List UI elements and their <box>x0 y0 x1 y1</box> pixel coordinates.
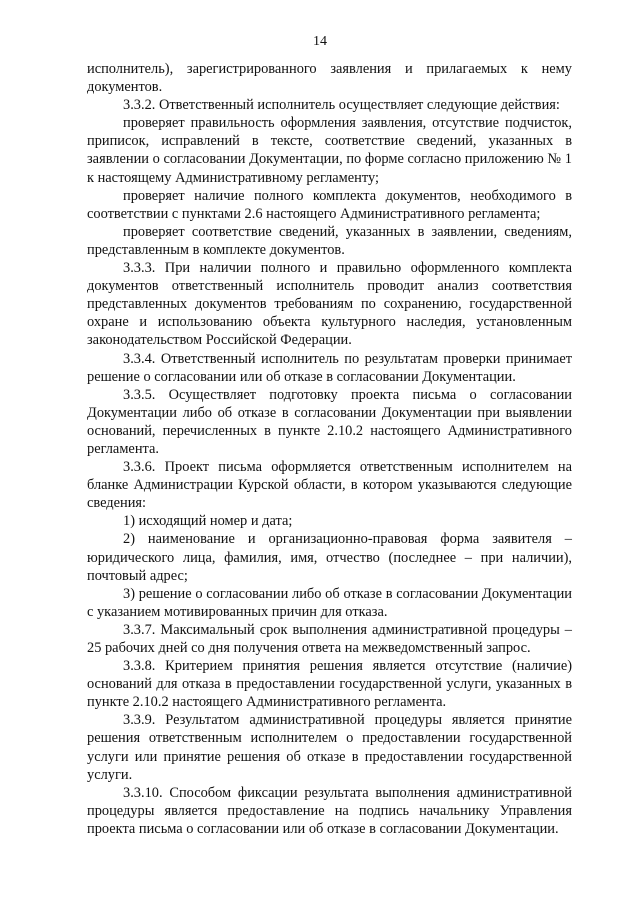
paragraph-check-consistency: проверяет соответствие сведений, указанных в заявлении, сведениям, представленным в комплекте документов. <box>87 223 572 258</box>
paragraph-3-3-8: 3.3.8. Критерием принятия решения является отсутствие (наличие) оснований для отказа в предоставлении государственной услуги, указанных в пункте 2.10.2 настоящего Административного регламента. <box>87 658 572 711</box>
paragraph-3-3-9: 3.3.9. Результатом административной процедуры является принятие решения ответственным исполнителем о предоставлении государственной услуги или принятие решения об отказе в предоставлении государственной услуги. <box>87 712 572 783</box>
paragraph-3-3-3: 3.3.3. При наличии полного и правильно оформленного комплекта документов ответственный исполнитель проводит анализ соответствия представленных документов требованиям по сохранению, государственной охране и использованию объекта культурного наследия, установленным законодательством Российской Федерации. <box>87 260 572 349</box>
list-item-3: 3) решение о согласовании либо об отказе в согласовании Документации с указанием мотивированных причин для отказа. <box>87 585 572 620</box>
paragraph-continuation: исполнитель), зарегистрированного заявления и прилагаемых к нему документов. <box>87 61 572 96</box>
list-item-2: 2) наименование и организационно-правовая форма заявителя – юридического лица, фамилия, имя, отчество (последнее – при наличии), почтовый адрес; <box>87 531 572 584</box>
paragraph-3-3-10: 3.3.10. Способом фиксации результата выполнения административной процедуры является предоставление на подпись начальнику Управления проекта письма о согласовании или об отказе в согласовании Документации. <box>87 784 572 837</box>
list-item-1: 1) исходящий номер и дата; <box>123 513 293 530</box>
paragraph-3-3-4: 3.3.4. Ответственный исполнитель по результатам проверки принимает решение о согласовании или об отказе в согласовании Документации. <box>87 350 572 385</box>
page-number: 14 <box>313 34 327 49</box>
paragraph-3-3-5: 3.3.5. Осуществляет подготовку проекта письма о согласовании Документации либо об отказе в согласовании Документации при выявлении оснований, перечисленных в пункте 2.10.2 настоящего Административного регламента. <box>87 386 572 457</box>
paragraph-check-completeness: проверяет наличие полного комплекта документов, необходимого в соответствии с пунктами 2.6 настоящего Административного регламента; <box>87 187 572 222</box>
document-body <box>87 60 572 838</box>
paragraph-3-3-6: 3.3.6. Проект письма оформляется ответственным исполнителем на бланке Администрации Курской области, в котором указываются следующие сведения: <box>87 459 572 512</box>
paragraph-check-form: проверяет правильность оформления заявления, отсутствие подчисток, приписок, исправлений в тексте, соответствие сведений, указанных в заявлении о согласовании Документации, по форме согласно приложению № 1 к настоящему Административному регламенту; <box>87 115 572 186</box>
paragraph-3-3-2: 3.3.2. Ответственный исполнитель осуществляет следующие действия: <box>123 97 560 114</box>
paragraph-3-3-7: 3.3.7. Максимальный срок выполнения административной процедуры – 25 рабочих дней со дня получения ответа на межведомственный запрос. <box>87 621 572 656</box>
